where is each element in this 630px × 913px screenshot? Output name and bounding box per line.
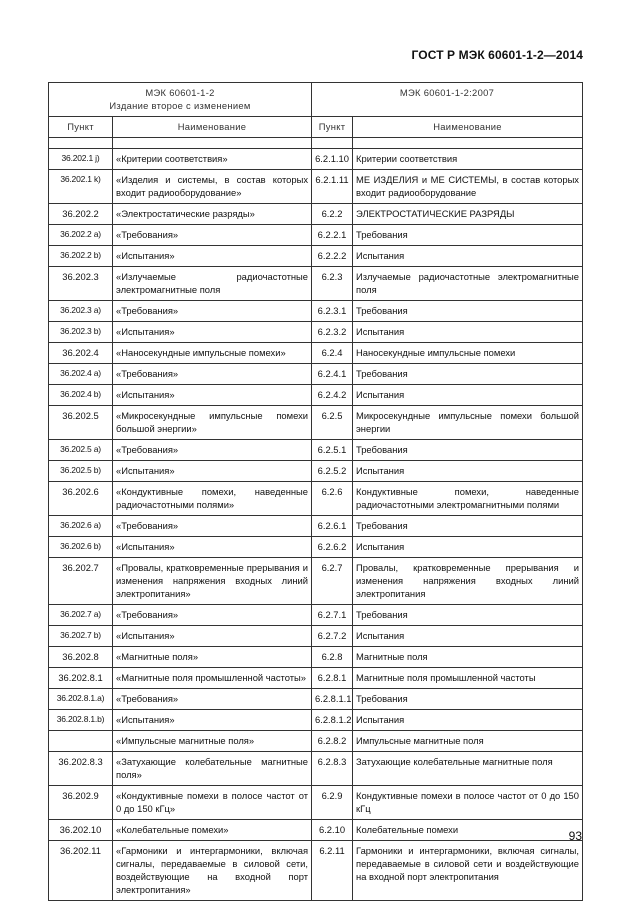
- row-item-left: 36.202.6: [49, 482, 113, 516]
- table-row: [49, 461, 583, 482]
- row-item-right: 6.2.2.1: [312, 225, 353, 246]
- row-name-right: Затухающие колебательные магнитные поля: [353, 752, 583, 786]
- table-row: [49, 668, 583, 689]
- row-item-left: 36.202.3 b): [49, 322, 113, 343]
- row-item-left: 36.202.3: [49, 267, 113, 301]
- row-item-left: 36.202.8.3: [49, 752, 113, 786]
- row-name-left: «Колебательные помехи»: [113, 820, 312, 841]
- row-item-right: 6.2.5.1: [312, 440, 353, 461]
- row-item-left: 36.202.8.1.a): [49, 689, 113, 710]
- row-item-left: 36.202.2 b): [49, 246, 113, 267]
- table-row: [49, 301, 583, 322]
- row-name-left: «Испытания»: [113, 461, 312, 482]
- table-row: [49, 406, 583, 440]
- row-name-left: «Магнитные поля»: [113, 647, 312, 668]
- row-item-left: 36.202.1 j): [49, 149, 113, 170]
- row-name-left: «Кондуктивные помехи, наведенные радиочастотными полями»: [113, 482, 312, 516]
- row-name-right: Испытания: [353, 322, 583, 343]
- row-name-left: «Испытания»: [113, 537, 312, 558]
- row-name-right: Испытания: [353, 537, 583, 558]
- col-header-name-right: Наименование: [353, 117, 583, 138]
- row-item-right: 6.2.4: [312, 343, 353, 364]
- row-item-right: 6.2.2.2: [312, 246, 353, 267]
- table-row: [49, 820, 583, 841]
- col-header-item-left: Пункт: [49, 117, 113, 138]
- row-name-right: МЕ ИЗДЕЛИЯ и МЕ СИСТЕМЫ, в состав которых входит радиооборудование: [353, 170, 583, 204]
- row-item-right: 6.2.4.1: [312, 364, 353, 385]
- left-group-header: [49, 83, 312, 117]
- row-item-left: 36.202.9: [49, 786, 113, 820]
- table-row: [49, 246, 583, 267]
- row-name-left: «Изделия и системы, в состав которых входит радиооборудование»: [113, 170, 312, 204]
- row-name-left: «Требования»: [113, 440, 312, 461]
- row-name-left: «Импульсные магнитные поля»: [113, 731, 312, 752]
- row-item-right: 6.2.1.11: [312, 170, 353, 204]
- row-name-right: Колебательные помехи: [353, 820, 583, 841]
- row-item-right: 6.2.3.2: [312, 322, 353, 343]
- row-name-right: Требования: [353, 301, 583, 322]
- row-name-right: Критерии соответствия: [353, 149, 583, 170]
- row-name-right: Наносекундные импульсные помехи: [353, 343, 583, 364]
- table-row: [49, 440, 583, 461]
- row-item-right: 6.2.3.1: [312, 301, 353, 322]
- col-header-name-left: Наименование: [113, 117, 312, 138]
- row-item-left: 36.202.10: [49, 820, 113, 841]
- table-row: [49, 558, 583, 605]
- left-group-title: МЭК 60601-1-2: [145, 87, 215, 98]
- row-name-right: Требования: [353, 440, 583, 461]
- table-row: [49, 204, 583, 225]
- row-item-right: 6.2.5.2: [312, 461, 353, 482]
- row-name-left: «Микросекундные импульсные помехи большой энергии»: [113, 406, 312, 440]
- row-name-left: «Электростатические разряды»: [113, 204, 312, 225]
- table-row: [49, 841, 583, 901]
- row-item-right: 6.2.9: [312, 786, 353, 820]
- row-item-left: 36.202.4 b): [49, 385, 113, 406]
- row-item-left: 36.202.7: [49, 558, 113, 605]
- row-item-right: 6.2.3: [312, 267, 353, 301]
- row-name-left: «Затухающие колебательные магнитные поля»: [113, 752, 312, 786]
- row-item-right: 6.2.6: [312, 482, 353, 516]
- row-item-left: 36.202.6 b): [49, 537, 113, 558]
- row-name-right: Требования: [353, 364, 583, 385]
- row-item-left: 36.202.6 a): [49, 516, 113, 537]
- left-group-subtitle: Издание второе с изменением: [109, 100, 251, 111]
- row-name-right: Требования: [353, 516, 583, 537]
- table-row: [49, 537, 583, 558]
- row-item-left: 36.202.7 b): [49, 626, 113, 647]
- row-name-left: «Требования»: [113, 605, 312, 626]
- document-title: ГОСТ Р МЭК 60601-1-2—2014: [411, 48, 583, 62]
- right-group-title: МЭК 60601-1-2:2007: [399, 87, 495, 98]
- row-item-right: 6.2.8.1: [312, 668, 353, 689]
- table-row: [49, 731, 583, 752]
- row-item-left: 36.202.11: [49, 841, 113, 901]
- row-item-left: 36.202.2 a): [49, 225, 113, 246]
- row-item-right: 6.2.8.1.2: [312, 710, 353, 731]
- row-item-left: 36.202.8.1: [49, 668, 113, 689]
- row-name-right: Требования: [353, 689, 583, 710]
- row-item-right: 6.2.7.2: [312, 626, 353, 647]
- row-item-right: 6.2.8.2: [312, 731, 353, 752]
- row-name-right: Кондуктивные помехи, наведенные радиочастотными электромагнитными полями: [353, 482, 583, 516]
- row-name-left: «Испытания»: [113, 626, 312, 647]
- row-name-right: Испытания: [353, 710, 583, 731]
- table-row: [49, 786, 583, 820]
- right-group-header: [312, 83, 583, 117]
- row-name-right: Излучаемые радиочастотные электромагнитные поля: [353, 267, 583, 301]
- row-name-left: «Кондуктивные помехи в полосе частот от 0 до 150 кГц»: [113, 786, 312, 820]
- row-item-right: 6.2.10: [312, 820, 353, 841]
- table-row: [49, 149, 583, 170]
- table-row: [49, 385, 583, 406]
- table-row: [49, 605, 583, 626]
- row-item-left: 36.202.8: [49, 647, 113, 668]
- row-name-right: Импульсные магнитные поля: [353, 731, 583, 752]
- row-item-left: 36.202.8.1.b): [49, 710, 113, 731]
- row-item-right: 6.2.8: [312, 647, 353, 668]
- header-gap-row: [49, 138, 583, 149]
- table-row: [49, 689, 583, 710]
- row-name-right: ЭЛЕКТРОСТАТИЧЕСКИЕ РАЗРЯДЫ: [353, 204, 583, 225]
- row-name-left: «Требования»: [113, 516, 312, 537]
- row-name-left: «Требования»: [113, 301, 312, 322]
- row-item-right: 6.2.8.1.1: [312, 689, 353, 710]
- row-item-left: 36.202.5 b): [49, 461, 113, 482]
- table-row: [49, 364, 583, 385]
- table-row: [49, 626, 583, 647]
- row-name-right: Гармоники и интергармоники, включая сигналы, передаваемые в силовой сети и воздействующие на входной порт электропитания: [353, 841, 583, 901]
- row-name-right: Кондуктивные помехи в полосе частот от 0 до 150 кГц: [353, 786, 583, 820]
- row-item-right: 6.2.6.2: [312, 537, 353, 558]
- row-name-left: «Наносекундные импульсные помехи»: [113, 343, 312, 364]
- row-name-left: «Испытания»: [113, 385, 312, 406]
- row-name-left: «Требования»: [113, 364, 312, 385]
- table-row: [49, 752, 583, 786]
- row-item-right: 6.2.2: [312, 204, 353, 225]
- row-name-right: Испытания: [353, 246, 583, 267]
- row-item-right: 6.2.5: [312, 406, 353, 440]
- row-item-left: 36.202.7 a): [49, 605, 113, 626]
- table-row: [49, 710, 583, 731]
- row-name-right: Требования: [353, 605, 583, 626]
- table-row: [49, 225, 583, 246]
- row-name-left: «Провалы, кратковременные прерывания и изменения напряжения входных линий электропитания»: [113, 558, 312, 605]
- row-name-left: «Магнитные поля промышленной частоты»: [113, 668, 312, 689]
- row-item-left: [49, 731, 113, 752]
- table-row: [49, 516, 583, 537]
- row-item-left: 36.202.4: [49, 343, 113, 364]
- row-item-right: 6.2.8.3: [312, 752, 353, 786]
- row-item-left: 36.202.5: [49, 406, 113, 440]
- row-item-right: 6.2.11: [312, 841, 353, 901]
- row-name-left: «Критерии соответствия»: [113, 149, 312, 170]
- row-name-left: «Требования»: [113, 689, 312, 710]
- row-name-right: Испытания: [353, 461, 583, 482]
- row-name-right: Магнитные поля: [353, 647, 583, 668]
- row-name-left: «Испытания»: [113, 322, 312, 343]
- page-number: 93: [568, 829, 582, 843]
- row-name-right: Микросекундные импульсные помехи большой энергии: [353, 406, 583, 440]
- table-row: [49, 170, 583, 204]
- table-row: [49, 322, 583, 343]
- table-row: [49, 482, 583, 516]
- row-item-right: 6.2.6.1: [312, 516, 353, 537]
- row-name-right: Испытания: [353, 626, 583, 647]
- table-row: [49, 647, 583, 668]
- row-item-left: 36.202.3 a): [49, 301, 113, 322]
- row-item-right: 6.2.4.2: [312, 385, 353, 406]
- correspondence-table: [48, 82, 583, 901]
- row-item-left: 36.202.4 a): [49, 364, 113, 385]
- table-row: [49, 343, 583, 364]
- row-name-right: Требования: [353, 225, 583, 246]
- row-name-right: Испытания: [353, 385, 583, 406]
- row-name-left: «Испытания»: [113, 246, 312, 267]
- row-name-left: «Требования»: [113, 225, 312, 246]
- table-row: [49, 267, 583, 301]
- row-item-left: 36.202.2: [49, 204, 113, 225]
- row-name-right: Провалы, кратковременные прерывания и изменения напряжения входных линий электропитания: [353, 558, 583, 605]
- row-name-left: «Испытания»: [113, 710, 312, 731]
- row-item-left: 36.202.1 k): [49, 170, 113, 204]
- row-item-right: 6.2.7.1: [312, 605, 353, 626]
- row-item-right: 6.2.1.10: [312, 149, 353, 170]
- row-name-right: Магнитные поля промышленной частоты: [353, 668, 583, 689]
- row-name-left: «Излучаемые радиочастотные электромагнитные поля: [113, 267, 312, 301]
- col-header-item-right: Пункт: [312, 117, 353, 138]
- row-name-left: «Гармоники и интергармоники, включая сигналы, передаваемые в силовой сети, воздействующие на входной порт электропитания»: [113, 841, 312, 901]
- row-item-right: 6.2.7: [312, 558, 353, 605]
- row-item-left: 36.202.5 a): [49, 440, 113, 461]
